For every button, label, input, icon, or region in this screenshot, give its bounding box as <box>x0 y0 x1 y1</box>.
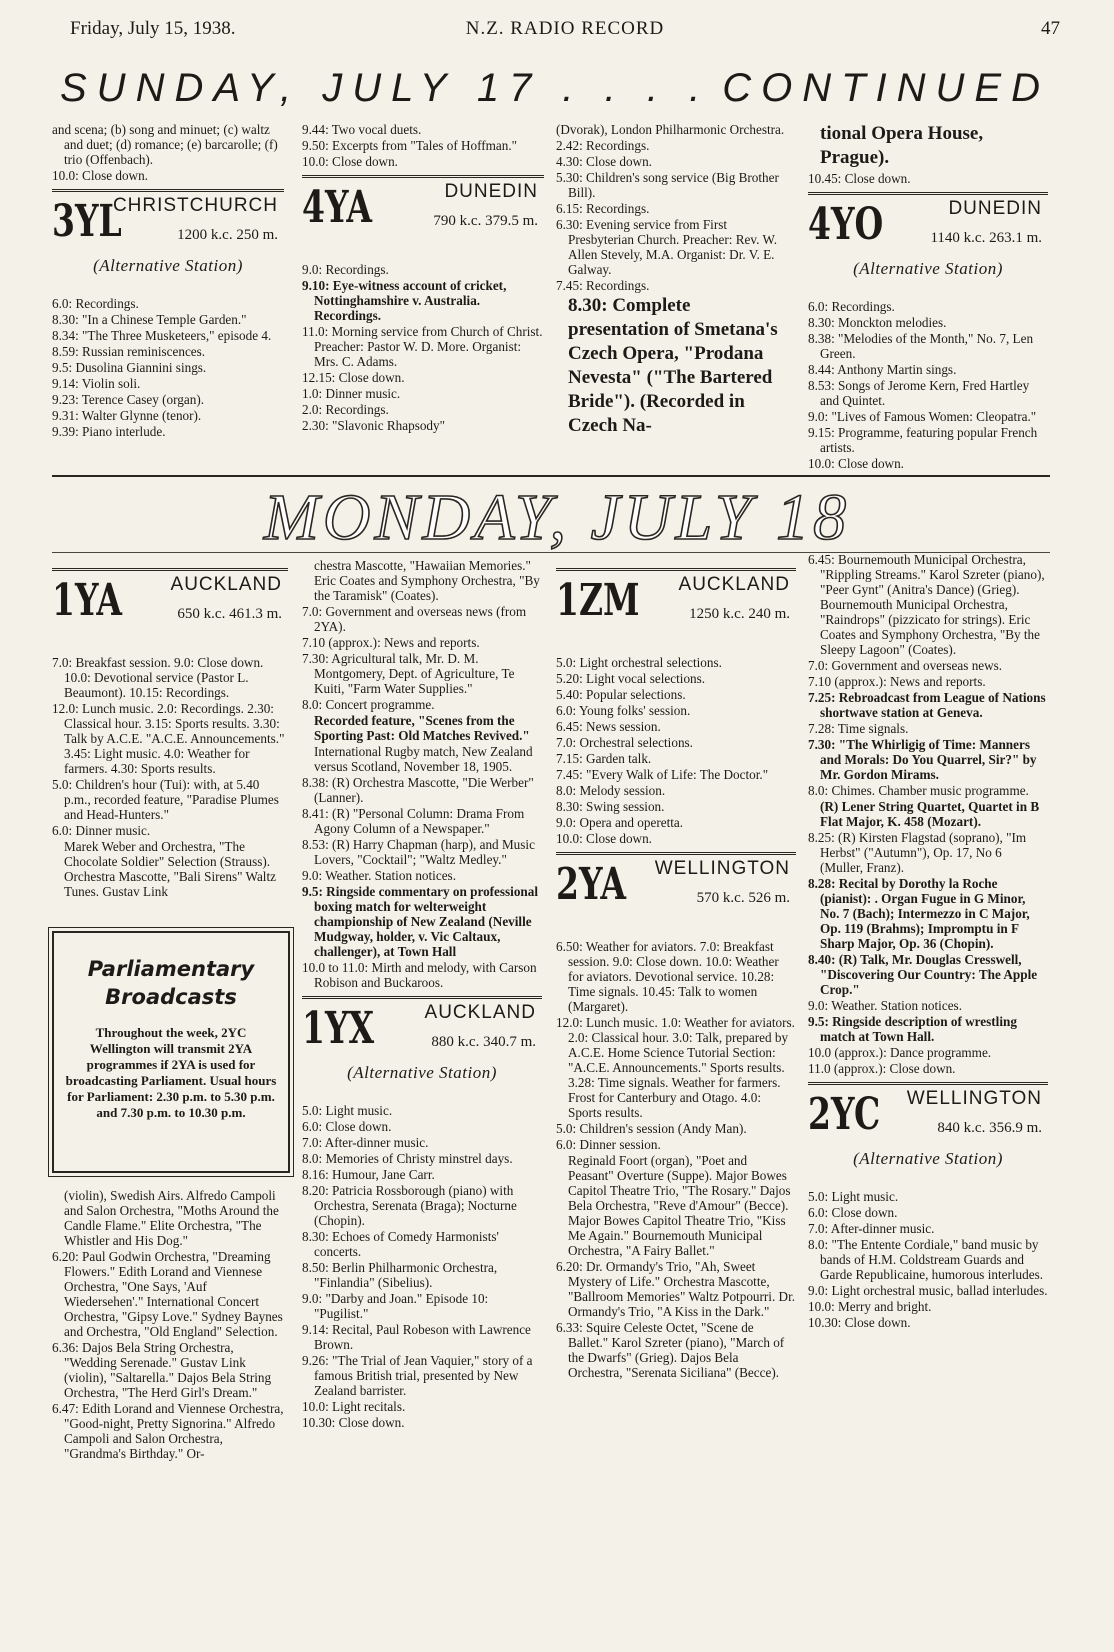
program-line: 10.30: Close down. <box>808 1315 911 1330</box>
program-line: 7.0: After-dinner music. <box>302 1135 429 1150</box>
program-line: 12.15: Close down. <box>302 370 405 385</box>
program-line: 9.15: Programme, featuring popular French artists. <box>808 425 1038 455</box>
monday-column-4 <box>808 552 1048 1331</box>
program-line: 5.0: Children's session (Andy Man). <box>556 1121 747 1136</box>
program-line: 6.30: Evening service from First Presbyterian Church. Preacher: Rev. W. Allen Stevely, M.A. Organist: Dr. V. E. Galway. <box>556 217 777 277</box>
station-alternative: (Alternative Station) <box>93 256 243 275</box>
program-line: 6.20: Dr. Ormandy's Trio, "Ah, Sweet Mystery of Life." Orchestra Mascotte, "Ballroom Memories" Waltz Potpourri. Dr. Ormandy's Trio, "A Kiss in the Dark." <box>556 1259 796 1319</box>
program-line: 8.53: (R) Harry Chapman (harp), and Music Lovers, "Cocktail"; "Waltz Medley." <box>302 837 535 867</box>
sunday-banner-right: CONTINUED <box>722 66 1050 110</box>
box-title: Parliamentary Broadcasts <box>87 957 255 1009</box>
program-line: 6.0: Close down. <box>808 1205 898 1220</box>
program-line: 7.0: After-dinner music. <box>808 1221 935 1236</box>
program-line: 5.30: Children's song service (Big Brother Bill). <box>556 170 779 200</box>
program-line: 9.10: Eye-witness account of cricket, Nottinghamshire v. Australia. Recordings. <box>302 278 507 323</box>
program-line: (violin), Swedish Airs. Alfredo Campoli and Salon Orchestra, "Moths Around the Candle Flame." Elite Orchestra, "The Whistler and His Dog." <box>64 1188 279 1248</box>
monday-column-3 <box>556 562 796 1381</box>
program-line: 7.30: Agricultural talk, Mr. D. M. Montgomery, Dept. of Agriculture, Te Kuiti, "Farm Water Supplies." <box>302 651 515 696</box>
program-line: 1.0: Dinner music. <box>302 386 401 401</box>
program-line: 12.0: Lunch music. 1.0: Weather for aviators. 2.0: Classical hour. 3.0: Talk, prepared by A.C.E. Home Science Tutorial Section: "A.C.E. Announcements." Sports results. 3.28: Time signals. Weather for farmers. Frost for Canterbury and Otago. 4.0: Sports results. <box>556 1015 795 1120</box>
program-line: 6.45: News session. <box>556 719 661 734</box>
program-line: 5.0: Light music. <box>302 1103 393 1118</box>
program-line: 8.0: Melody session. <box>556 783 666 798</box>
sunday-column-2 <box>302 122 544 434</box>
program-line: 8.30: Monckton melodies. <box>808 315 947 330</box>
program-line: 8.53: Songs of Jerome Kern, Fred Hartley and Quintet. <box>808 378 1030 408</box>
program-line: International Rugby match, New Zealand versus Scotland, November 18, 1905. <box>314 744 533 774</box>
program-line: 5.20: Light vocal selections. <box>556 671 706 686</box>
program-line: 9.0: Opera and operetta. <box>556 815 684 830</box>
program-line: 6.0: Dinner music. <box>52 823 151 838</box>
station-1ya <box>52 568 288 647</box>
station-frequency: 1200 k.c. 250 m. <box>177 227 278 243</box>
station-city: AUCKLAND <box>678 574 790 595</box>
program-line: 8.44: Anthony Martin sings. <box>808 362 957 377</box>
program-line: 8.30: Swing session. <box>556 799 665 814</box>
program-line: 8.0: Chimes. Chamber music programme. <box>808 783 1029 798</box>
program-line: Marek Weber and Orchestra, "The Chocolate Soldier" Selection (Strauss). Orchestra Mascotte, "Bali Sirens" Waltz Tunes. Gustav Link <box>64 839 276 899</box>
program-line: 2.42: Recordings. <box>556 138 650 153</box>
program-line: 6.0: Recordings. <box>52 296 139 311</box>
program-line: 8.30: Echoes of Comedy Harmonists' concerts. <box>302 1229 499 1259</box>
program-line: 10.0: Close down. <box>808 456 904 471</box>
program-line: 8.40: (R) Talk, Mr. Douglas Cresswell, "Discovering Our Country: The Apple Crop." <box>808 952 1038 997</box>
program-line: 9.50: Excerpts from "Tales of Hoffman." <box>302 138 518 153</box>
opera-feature-continued: tional Opera House, Prague). <box>820 123 984 168</box>
program-line: 9.31: Walter Glynne (tenor). <box>52 408 202 423</box>
program-line: 9.44: Two vocal duets. <box>302 122 422 137</box>
station-frequency: 1140 k.c. 263.1 m. <box>930 230 1042 246</box>
program-line: 6.36: Dajos Bela String Orchestra, "Wedding Serenade." Gustav Link (violin), "Saltarella." Dajos Bela String Orchestra, "The Herd Girl's Dream." <box>52 1340 272 1400</box>
program-line: 8.0: "The Entente Cordiale," band music by bands of H.M. Coldstream Guards and Garde Republicaine, humorous interludes. <box>808 1237 1044 1282</box>
program-line: 9.14: Recital, Paul Robeson with Lawrence Brown. <box>302 1322 531 1352</box>
station-city: DUNEDIN <box>948 198 1042 219</box>
station-city: DUNEDIN <box>444 181 538 202</box>
station-city: WELLINGTON <box>654 858 790 879</box>
issue-date: Friday, July 15, 1938. <box>70 18 236 39</box>
station-callsign: 2YA <box>556 859 627 910</box>
program-line: 7.10 (approx.): News and reports. <box>808 674 986 689</box>
program-line: 10.0: Merry and bright. <box>808 1299 932 1314</box>
station-callsign: 1YX <box>302 1003 375 1054</box>
program-line: 10.0 to 11.0: Mirth and melody, with Carson Robison and Buckaroos. <box>302 960 537 990</box>
station-1yx <box>302 996 542 1095</box>
station-alternative: (Alternative Station) <box>347 1063 497 1082</box>
program-line: 8.30: "In a Chinese Temple Garden." <box>52 312 247 327</box>
station-callsign: 1ZM <box>556 575 640 626</box>
program-line: 7.28: Time signals. <box>808 721 909 736</box>
program-line: 8.38: "Melodies of the Month," No. 7, Len Green. <box>808 331 1034 361</box>
station-callsign: 3YL <box>52 196 122 247</box>
publication-title: N.Z. RADIO RECORD <box>465 18 665 39</box>
program-line: 5.0: Light music. <box>808 1189 899 1204</box>
station-alternative: (Alternative Station) <box>853 1149 1003 1168</box>
program-line: Reginald Foort (organ), "Poet and Peasant" Overture (Suppe). Major Bowes Capitol Theatre Trio, "The Rosary." Dajos Bela Orchestra, "Reve d'Amour" (Becce). Major Bowes Capitol Theatre Trio, "Kiss Me Again." Bournemouth Municipal Orchestra, "A Fairy Ballet." <box>568 1153 791 1258</box>
program-line: 6.33: Squire Celeste Octet, "Scene de Ballet." Karol Szreter (piano), "March of the Dwarfs" (Grieg). Dajos Bela Orchestra, "Serenata Siciliana" (Becce). <box>556 1320 785 1380</box>
program-line: 9.5: Ringside description of wrestling match at Town Hall. <box>808 1014 1017 1044</box>
program-line: chestra Mascotte, "Hawaiian Memories." Eric Coates and Symphony Orchestra, "By the Taramisk" (Coates). <box>314 558 540 603</box>
program-line: 5.0: Children's hour (Tui): with, at 5.40 p.m., recorded feature, "Paradise Plumes and Head-Hunters." <box>52 777 279 822</box>
program-line: 7.10 (approx.): News and reports. <box>302 635 480 650</box>
opera-feature: 8.30: Complete presentation of Smetana's Czech Opera, "Prodana Nevesta" ("The Bartered Bride"). (Recorded in Czech Na- <box>568 295 778 436</box>
program-line: 2.0: Recordings. <box>302 402 389 417</box>
program-line: 6.0: Young folks' session. <box>556 703 691 718</box>
sunday-banner <box>60 62 1050 114</box>
program-line: 6.15: Recordings. <box>556 201 650 216</box>
station-callsign: 4YO <box>808 199 884 250</box>
program-line: 10.45: Close down. <box>808 171 911 186</box>
program-line: 5.0: Light orchestral selections. <box>556 655 722 670</box>
sunday-banner-left: SUNDAY, JULY 17 . . . . <box>60 66 711 110</box>
program-line: 9.5: Dusolina Giannini sings. <box>52 360 207 375</box>
station-city: AUCKLAND <box>424 1002 536 1023</box>
program-line: 7.0: Government and overseas news. <box>808 658 1003 673</box>
program-line: 7.0: Orchestral selections. <box>556 735 693 750</box>
program-line: 6.45: Bournemouth Municipal Orchestra, "Rippling Streams." Karol Szreter (piano), "Peer Gynt" (Anitra's Dance) (Grieg). Bournemouth Municipal Orchestra, "Raindrops" (pizzicato for strings). Eric Coates and Symphony Orchestra, "By the Sleepy Lagoon" (Coates). <box>808 552 1045 657</box>
program-line: 10.0: Close down. <box>556 831 652 846</box>
monday-column-1 <box>52 562 288 900</box>
station-callsign: 2YC <box>808 1089 881 1140</box>
program-line: 8.59: Russian reminiscences. <box>52 344 206 359</box>
station-4ya <box>302 175 544 254</box>
program-line: 2.30: "Slavonic Rhapsody" <box>302 418 446 433</box>
monday-column-1-lower <box>52 1188 288 1462</box>
station-3yl <box>52 189 284 288</box>
program-line: 9.0: Weather. Station notices. <box>808 998 962 1013</box>
station-callsign: 1YA <box>52 575 123 626</box>
program-line: 9.5: Ringside commentary on professional boxing match for welterweight championship of New Zealand (Neville Mudgway, holder, v. Vic Caltaux, challenger), at Town Hall <box>302 884 539 959</box>
sunday-column-1 <box>52 122 284 440</box>
program-line: 10.0: Light recitals. <box>302 1399 406 1414</box>
program-line: 4.30: Close down. <box>556 154 652 169</box>
station-1zm <box>556 568 796 647</box>
program-line: 11.0 (approx.): Close down. <box>808 1061 956 1076</box>
program-line: 6.0: Close down. <box>302 1119 392 1134</box>
station-frequency: 840 k.c. 356.9 m. <box>937 1120 1042 1136</box>
program-line: 8.41: (R) "Personal Column: Drama From Agony Column of a Newspaper." <box>302 806 525 836</box>
program-line: 9.0: Recordings. <box>302 262 389 277</box>
station-alternative: (Alternative Station) <box>853 259 1003 278</box>
program-line: 10.0: Close down. <box>302 154 398 169</box>
program-line: 8.0: Memories of Christy minstrel days. <box>302 1151 513 1166</box>
station-frequency: 880 k.c. 340.7 m. <box>431 1034 536 1050</box>
program-line: 6.47: Edith Lorand and Viennese Orchestra, "Good-night, Pretty Signorina." Alfredo Campoli and Salon Orchestra, "Grandma's Birthday." Or- <box>52 1401 284 1461</box>
program-line: 8.50: Berlin Philharmonic Orchestra, "Finlandia" (Sibelius). <box>302 1260 498 1290</box>
program-line: 8.28: Recital by Dorothy la Roche (pianist): . Organ Fugue in G Minor, No. 7 (Bach); Intermezzo in C Major, Op. 119 (Brahms); Impromptu in F Sharp Major, Op. 36 (Chopin). <box>808 876 1030 951</box>
station-4yo <box>808 192 1048 291</box>
program-line: 8.0: Concert programme. <box>302 697 435 712</box>
sunday-column-4 <box>808 122 1048 472</box>
station-callsign: 4YA <box>302 182 373 233</box>
program-line: 9.0: "Darby and Joan." Episode 10: "Pugilist." <box>302 1291 489 1321</box>
program-line: 9.0: "Lives of Famous Women: Cleopatra." <box>808 409 1037 424</box>
program-line: 7.15: Garden talk. <box>556 751 652 766</box>
station-2ya <box>556 852 796 931</box>
station-frequency: 790 k.c. 379.5 m. <box>433 213 538 229</box>
program-line: 5.40: Popular selections. <box>556 687 686 702</box>
program-line: 7.0: Government and overseas news (from 2YA). <box>302 604 527 634</box>
station-frequency: 650 k.c. 461.3 m. <box>177 606 282 622</box>
program-line: Recorded feature, "Scenes from the Sporting Past: Old Matches Revived." <box>314 713 530 743</box>
station-frequency: 1250 k.c. 240 m. <box>689 606 790 622</box>
station-city: AUCKLAND <box>170 574 282 595</box>
page-header <box>70 18 1060 46</box>
program-line: (R) Lener String Quartet, Quartet in B Flat Major, K. 458 (Mozart). <box>820 799 1040 829</box>
program-line: 8.38: (R) Orchestra Mascotte, "Die Werber" (Lanner). <box>302 775 534 805</box>
program-line: 9.23: Terence Casey (organ). <box>52 392 205 407</box>
station-2yc <box>808 1082 1048 1181</box>
program-line: 10.30: Close down. <box>302 1415 405 1430</box>
program-line: 6.20: Paul Godwin Orchestra, "Dreaming Flowers." Edith Lorand and Viennese Orchestra, "One Says, 'Auf Wiedersehen'." International Concert Orchestra, "Gipsy Love." Sydney Baynes and Orchestra, "Old England" Selection. <box>52 1249 283 1339</box>
program-line: 10.0 (approx.): Dance programme. <box>808 1045 992 1060</box>
monday-column-2 <box>302 558 542 1431</box>
program-line: 10.0: Close down. <box>52 168 148 183</box>
program-line: 9.26: "The Trial of Jean Vaquier," story of a famous British trial, presented by New Zealand barrister. <box>302 1353 533 1398</box>
program-line: and scena; (b) song and minuet; (c) waltz and duet; (d) romance; (e) barcarolle; (f) trio (Offenbach). <box>52 122 278 167</box>
program-line: 9.14: Violin soli. <box>52 376 141 391</box>
program-line: 9.0: Weather. Station notices. <box>302 868 456 883</box>
parliamentary-broadcasts-box <box>52 931 290 1173</box>
program-line: 7.0: Breakfast session. 9.0: Close down. 10.0: Devotional service (Pastor L. Beaumont). 10.15: Recordings. <box>52 655 264 700</box>
program-line: 9.0: Light orchestral music, ballad interludes. <box>808 1283 1048 1298</box>
program-line: 11.0: Morning service from Church of Christ. Preacher: Pastor W. D. More. Organist: Mrs. C. Adams. <box>302 324 543 369</box>
program-line: (Dvorak), London Philharmonic Orchestra. <box>556 122 785 137</box>
program-line: 6.50: Weather for aviators. 7.0: Breakfast session. 9.0: Close down. 10.0: Weather for aviators. Devotional service. 10.28: Time signals. 10.45: Talk to women (Margaret). <box>556 939 779 1014</box>
program-line: 8.16: Humour, Jane Carr. <box>302 1167 435 1182</box>
sunday-column-3 <box>556 122 796 439</box>
section-divider <box>52 475 1050 477</box>
station-frequency: 570 k.c. 526 m. <box>696 890 790 906</box>
station-city: CHRISTCHURCH <box>112 195 278 216</box>
program-line: 8.25: (R) Kirsten Flagstad (soprano), "Im Herbst" ("Autumn"), Op. 17, No 6 (Muller, Franz). <box>808 830 1027 875</box>
box-body: Throughout the week, 2YC Wellington will transmit 2YA programmes if 2YA is used for broadcasting Parliament. Usual hours for Parliament: 2.30 p.m. to 5.30 p.m. and 7.30 p.m. to 10.30 p.m. <box>65 1025 277 1120</box>
program-line: 7.45: "Every Walk of Life: The Doctor." <box>556 767 769 782</box>
program-line: 7.30: "The Whirligig of Time: Manners and Morals: Do You Quarrel, Sir?" by Mr. Gordon Mirams. <box>808 737 1037 782</box>
program-line: 12.0: Lunch music. 2.0: Recordings. 2.30: Classical hour. 3.15: Sports results. 3.30: Talk by A.C.E. "A.C.E. Announcements." 3.45: Light music. 4.0: Weather for farmers. 4.30: Sports results. <box>52 701 285 776</box>
program-line: 6.0: Dinner session. <box>556 1137 661 1152</box>
page-number: 47 <box>1041 18 1060 39</box>
program-line: 6.0: Recordings. <box>808 299 895 314</box>
program-line: 8.20: Patricia Rossborough (piano) with Orchestra, Serenata (Braga); Nocturne (Chopin). <box>302 1183 517 1228</box>
monday-banner: MONDAY, JULY 18 <box>263 481 851 554</box>
program-line: 8.34: "The Three Musketeers," episode 4. <box>52 328 272 343</box>
station-city: WELLINGTON <box>906 1088 1042 1109</box>
program-line: 9.39: Piano interlude. <box>52 424 166 439</box>
program-line: 7.45: Recordings. <box>556 278 650 293</box>
program-line: 7.25: Rebroadcast from League of Nations shortwave station at Geneva. <box>808 690 1046 720</box>
